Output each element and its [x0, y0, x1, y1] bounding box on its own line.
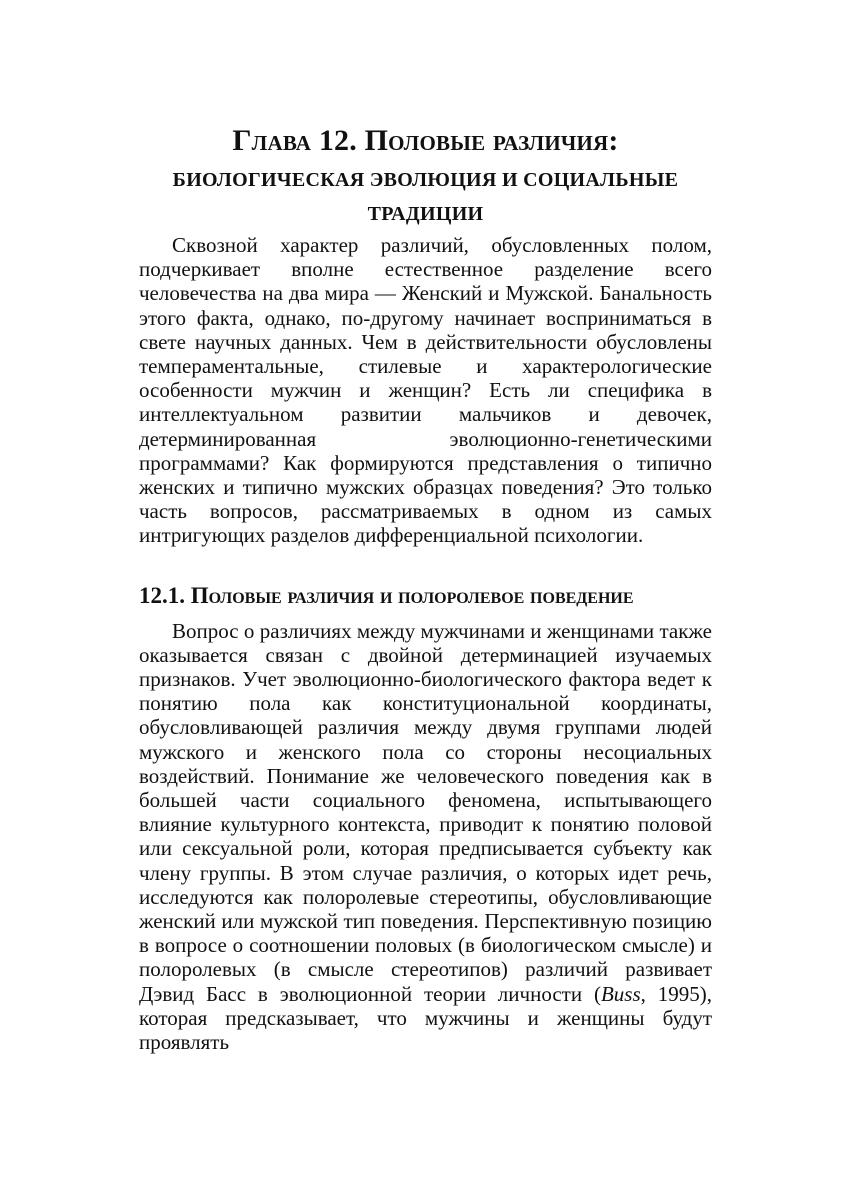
- chapter-subtitle-line-2: ТРАДИЦИИ: [367, 203, 484, 225]
- chapter-subtitle: [139, 163, 712, 231]
- section-paragraph: [139, 619, 712, 1055]
- section-text-before-citation: Вопрос о различиях между мужчинами и женщинами также оказывается связан с двойной детерминацией изучаемых признаков. Учет эволюционно-биологического фактора ведет к понятию пола как конституциональной координаты, обусловливающей различия между двумя группами людей мужского и женского пола со стороны несоциальных воздействий. Понимание же человеческого поведения как в большей части социального феномена, испытывающего влияние культурного контекста, приводит к понятию половой или сексуальной роли, которая предписывается субъекту как члену группы. В этом случае различия, о которых идет речь, исследуются как полоролевые стереотипы, обусловливающие женский или мужской тип поведения. Перспективную позицию в вопросе о соотношении половых (в биологическом смысле) и полоролевых (в смысле стереотипов) различий развивает Дэвид Басс в эволюционной теории личности (: [139, 618, 712, 1006]
- page-content: [139, 123, 712, 1054]
- section-text-after-citation: , 1995), которая предсказывает, что мужчины и женщины будут проявлять: [139, 981, 712, 1055]
- chapter-title: Глава 12. Половые различия:: [232, 124, 619, 157]
- intro-paragraph: Сквозной характер различий, обусловленных полом, подчеркивает вполне естественное разделение всего человечества на два мира — Женский и Мужской. Банальность этого факта, однако, по-другому начинает восприниматься в свете научных данных. Чем в действительности обусловлены темпераментальные, стилевые и характерологические особенности мужчин и женщин? Есть ли специфика в интеллектуальном развитии мальчиков и девочек, детерминированная эволюционно-генетическими программами? Как формируются представления о типично женских и типично мужских образцах поведения? Это только часть вопросов, рассматриваемых в одном из самых интригующих разделов дифференциальной психологии.: [139, 233, 712, 548]
- chapter-subtitle-line-1: БИОЛОГИЧЕСКАЯ ЭВОЛЮЦИЯ И СОЦИАЛЬНЫЕ: [172, 169, 679, 191]
- citation-author: Buss: [600, 981, 641, 1006]
- section-heading: 12.1. Половые различия и полоролевое поведение: [139, 582, 634, 608]
